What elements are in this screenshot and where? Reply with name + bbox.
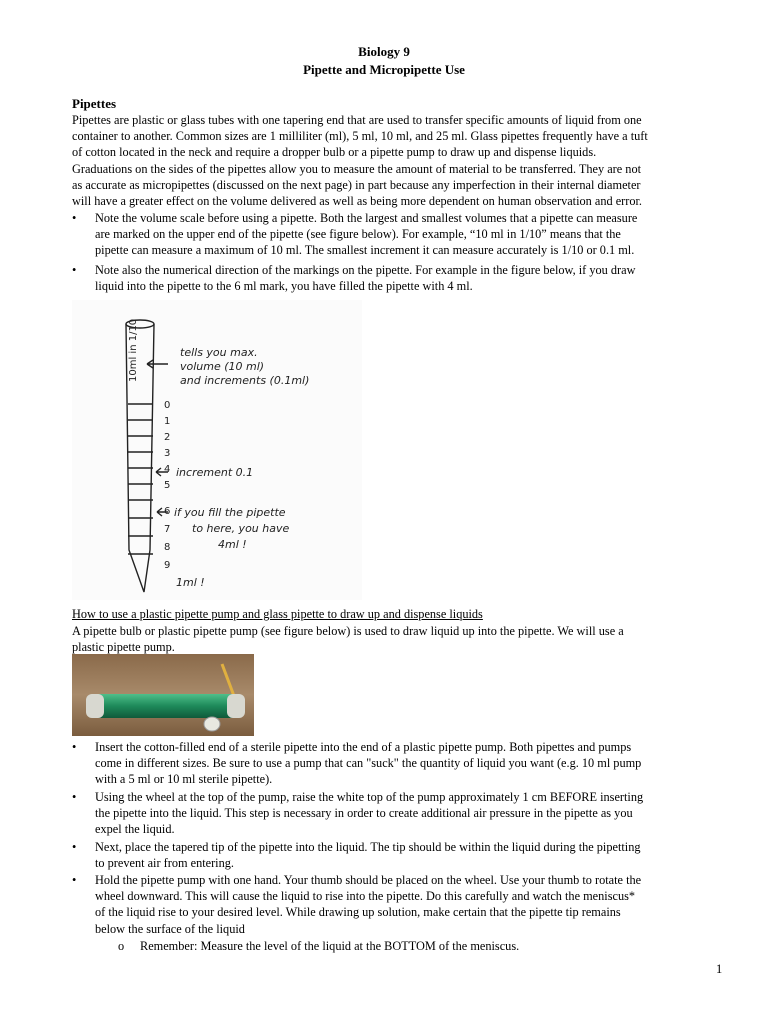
page-number: 1 [716,962,723,976]
bullet-line: of the liquid rise to your desired level. While drawing up solution, make certain that the pipette tip remains [95,905,621,920]
bullet-marker: • [72,790,77,804]
section-heading-pump: How to use a plastic pipette pump and glass pipette to draw up and dispense liquids [72,607,483,621]
paragraph-line: as accurate as micropipettes (discussed on the next page) in part because any imperfection in their internal diameter [72,177,641,192]
bullet-marker: • [72,740,77,754]
bullet-line: pipette can measure a maximum of 10 ml. The smallest increment it can measure accurately is 1/10 or 0.1 ml. [95,243,635,258]
bullet-line: come in different sizes. Be sure to use a pump that can "suck" the quantity of liquid you want (e.g. 10 ml pump [95,756,642,771]
bullet-marker: • [72,873,77,887]
note-increment: increment 0.1 [176,466,254,479]
pipette-mark: 6 [164,506,171,517]
bullet-line: wheel downward. This will cause the liquid to rise into the pipette. Do this carefully and watch the meniscus* [95,889,636,904]
paragraph-line: Graduations on the sides of the pipettes allow you to measure the amount of material to be transferred. They are not [72,161,642,176]
sub-bullet-text: Remember: Measure the level of the liquid at the BOTTOM of the meniscus. [140,939,520,953]
pump-intro [72,623,722,655]
note-max-volume: and increments (0.1ml) [180,374,310,387]
pipette-mark: 3 [164,448,171,459]
sub-bullet-marker: o [118,939,125,953]
pipette-mark: 9 [164,560,171,571]
pipette-marks [164,400,170,571]
note-bottom: 1ml ! [176,576,205,589]
document-title: Pipette and Micropipette Use [303,62,465,77]
pipette-mark: 7 [164,524,171,535]
paragraph-line: plastic pipette pump. [72,640,175,655]
bullet-marker: • [72,263,77,277]
bullet-line: the pipette into the liquid. This step is necessary in order to create additional air pressure in the pipette as you [95,806,633,821]
bullet-line: to prevent air from entering. [95,856,234,871]
course-title: Biology 9 [358,44,410,59]
note-fill: to here, you have [192,522,290,535]
note-max-volume: tells you max. [180,346,258,359]
paragraph-line: of cotton located in the neck and require a dropper bulb or a pipette pump to draw up and dispense liquids. [72,145,597,160]
paragraph-line: Pipettes are plastic or glass tubes with one tapering end that are used to transfer specific amounts of liquid from one [72,113,642,127]
pipette-mark: 1 [164,416,171,427]
bullet-line: are marked on the upper end of the pipette (see figure below). For example, “10 ml in 1/10” means that the [95,227,621,242]
bullet-line: Insert the cotton-filled end of a sterile pipette into the end of a plastic pipette pump. Both pipettes and pumps [95,740,632,754]
bullet-line: Hold the pipette pump with one hand. Your thumb should be placed on the wheel. Use your thumb to rotate the [95,873,642,887]
paragraph-line: A pipette bulb or plastic pipette pump (see figure below) is used to draw liquid up into the pipette. We will use a [72,624,624,638]
paragraph-line: container to another. Common sizes are 1 milliliter (ml), 5 ml, 10 ml, and 25 ml. Glass pipettes frequently have a tuft [72,129,648,144]
bullet-line: expel the liquid. [95,822,175,837]
pipette-pump-photo [72,654,254,736]
pipettes-paragraph [72,112,722,209]
bullet-marker: • [72,840,77,854]
bullet-marker: • [72,211,77,225]
bullet-line: liquid into the pipette to the 6 ml mark, you have filled the pipette with 4 ml. [95,279,473,294]
note-max-volume: volume (10 ml) [180,360,265,373]
paragraph-line: will have a greater effect on the volume delivered as well as being more dependent on human observation and error. [72,194,643,209]
bullet-line: Next, place the tapered tip of the pipette into the liquid. The tip should be within the liquid during the pipetting [95,840,641,854]
pipette-mark: 4 [164,464,171,475]
pipette-mark: 8 [164,542,171,553]
note-fill: 4ml ! [218,538,247,551]
bullet-line: below the surface of the liquid [95,921,245,936]
bullet-line: Using the wheel at the top of the pump, raise the white top of the pump approximately 1 cm BEFORE inserting [95,790,644,804]
bullet-line: with a 5 ml or 10 ml sterile pipette). [95,772,273,787]
note-fill: if you fill the pipette [174,506,286,519]
bullet-line: Note also the numerical direction of the markings on the pipette. For example in the figure below, if you draw [95,263,636,277]
pipette-mark: 0 [164,400,171,411]
pipette-volume-label: 10ml in 1/10 [128,318,139,382]
figure-background [72,300,362,600]
bullet-line: Note the volume scale before using a pipette. Both the largest and smallest volumes that a pipette can measure [95,211,638,225]
pipette-mark: 2 [164,432,171,443]
pipette-figure [72,300,362,600]
section-heading-pipettes: Pipettes [72,96,117,111]
pipette-mark: 5 [164,480,171,491]
